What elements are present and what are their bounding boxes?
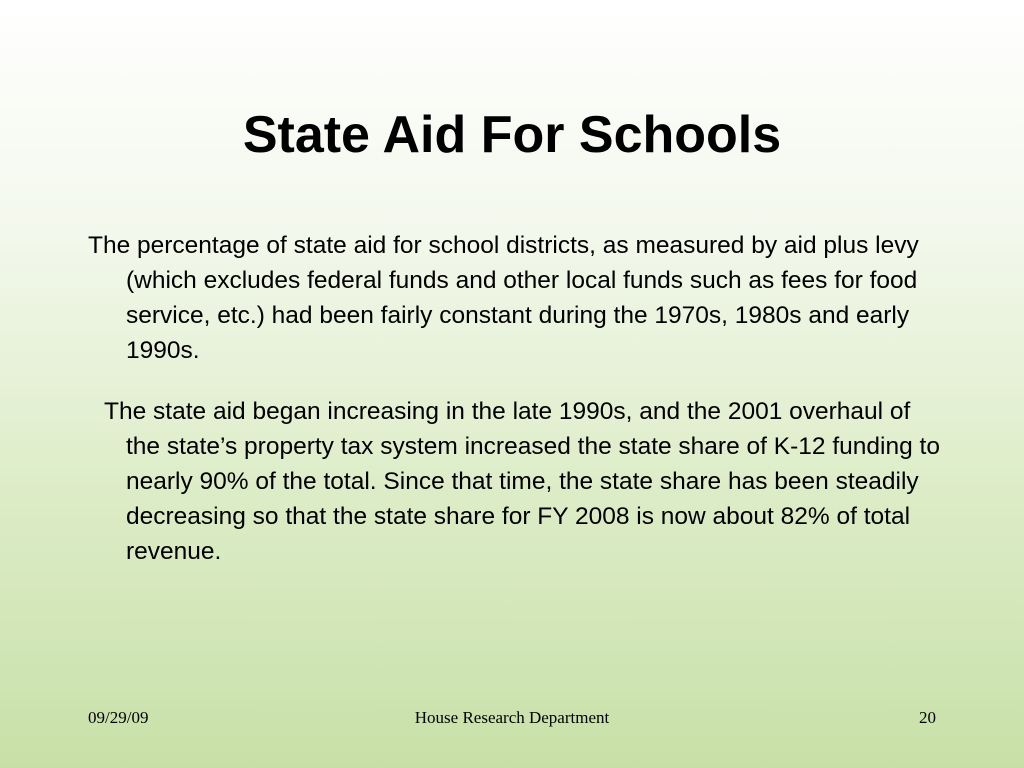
paragraph-state-aid-trend: The state aid began increasing in the late 1990s, and the 2001 overhaul of the state’s property tax system increased the state share of K-12 funding to nearly 90% of the total. Since that time, the state share has been steadily decreasing so that the state share for FY 2008 is now about 82% of total revenue. — [104, 398, 940, 565]
footer-department: House Research Department — [414, 708, 610, 727]
footer-page-number: 20 — [919, 708, 936, 727]
slide-title: State Aid For Schools — [242, 106, 782, 164]
paragraph-state-aid-history: The percentage of state aid for school districts, as measured by aid plus levy (which excludes federal funds and other local funds such as fees for food service, etc.) had been fairly constant during the 1970s, 1980s and early 1990s. — [88, 232, 919, 364]
footer-date: 09/29/09 — [88, 708, 149, 727]
slide-body — [88, 228, 948, 569]
